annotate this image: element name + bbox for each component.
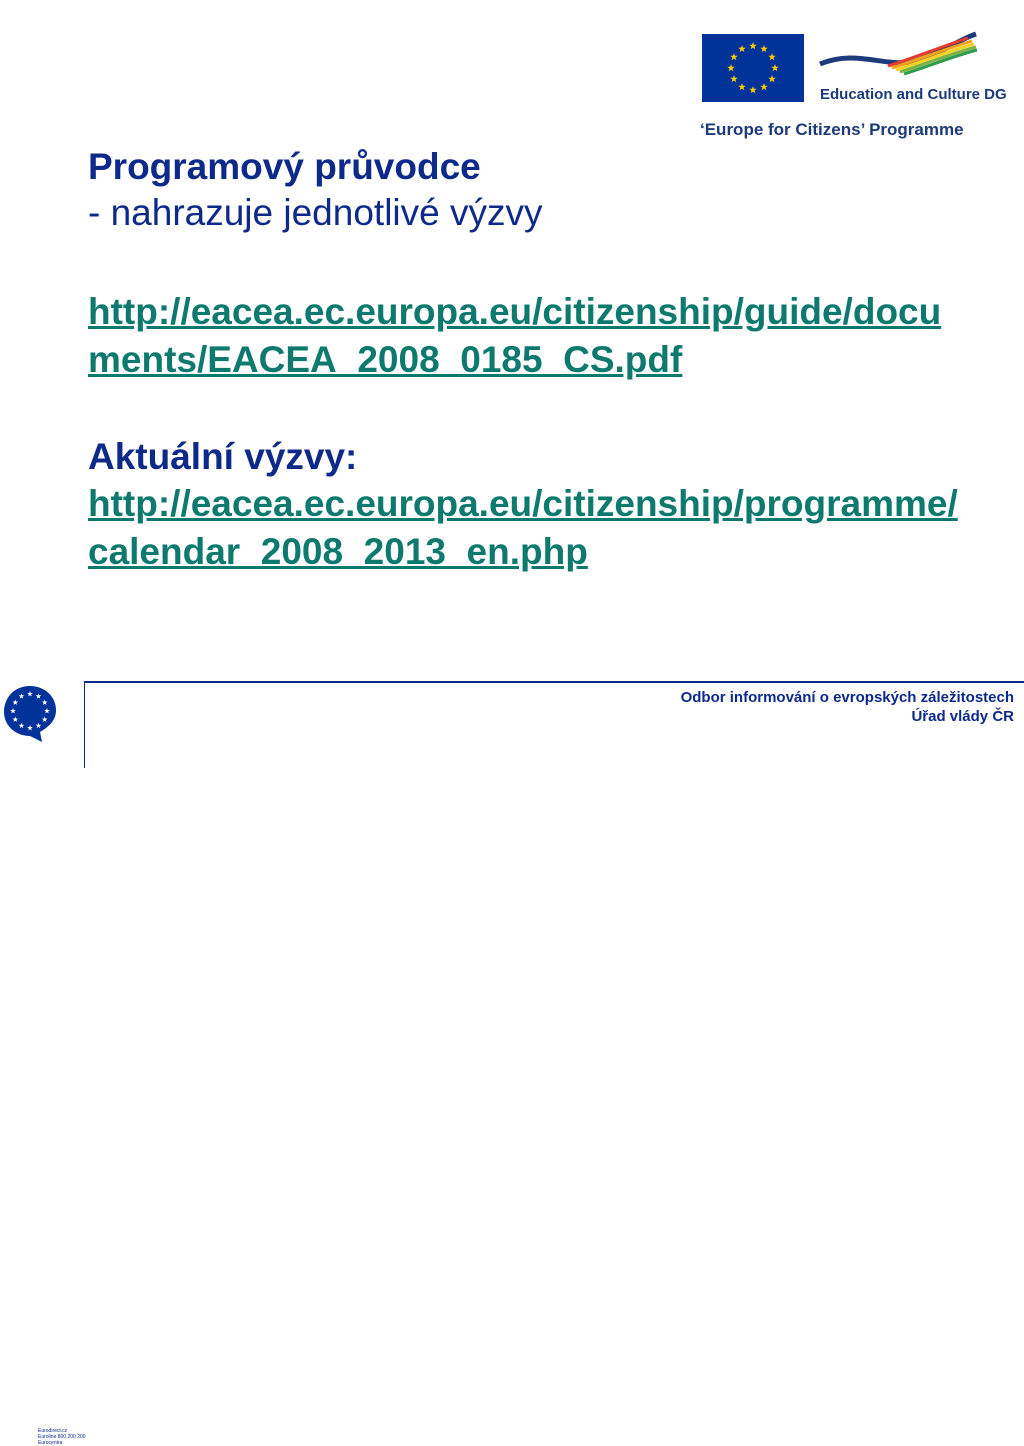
eu-star-icon [771, 64, 779, 71]
programme-label: ‘Europe for Citizens’ Programme [700, 120, 964, 139]
education-culture-swoosh-icon [818, 30, 978, 86]
eu-star-icon [738, 45, 746, 52]
europe-direct-text: Eurodirect.cz Euroline 800 200 200 Eurocentra [38, 1428, 86, 1446]
dg-label: Education and Culture DG [820, 86, 1007, 103]
eu-star-icon [749, 86, 757, 93]
footer-line-1: Odbor informování o evropských záležitostech [680, 689, 1014, 706]
eu-flag-icon [702, 34, 804, 102]
footer-organization [681, 688, 1014, 726]
eu-star-icon [760, 45, 768, 52]
europe-direct-icon [2, 684, 82, 744]
europe-direct-logo [2, 684, 86, 1446]
page-title: Programový průvodce [88, 146, 481, 187]
footer-vertical-divider [84, 681, 85, 768]
eu-star-icon [727, 64, 735, 71]
eu-star-icon [760, 83, 768, 90]
eu-logo-block [700, 30, 1007, 145]
calls-link[interactable]: http://eacea.ec.europa.eu/citizenship/programme/calendar_2008_2013_en.php [88, 483, 958, 572]
footer-line-2: Úřad vlády ČR [911, 708, 1014, 725]
page-subtitle: - nahrazuje jednotlivé výzvy [88, 192, 543, 233]
eu-star-icon [749, 42, 757, 49]
footer-divider [84, 681, 1024, 683]
main-content [88, 144, 968, 576]
eu-star-icon [738, 83, 746, 90]
eu-star-icon [730, 75, 738, 82]
eu-star-icon [730, 53, 738, 60]
eu-star-icon [768, 53, 776, 60]
calls-label: Aktuální výzvy: [88, 436, 358, 477]
eu-star-icon [768, 75, 776, 82]
guide-link[interactable]: http://eacea.ec.europa.eu/citizenship/guide/documents/EACEA_2008_0185_CS.pdf [88, 291, 942, 380]
